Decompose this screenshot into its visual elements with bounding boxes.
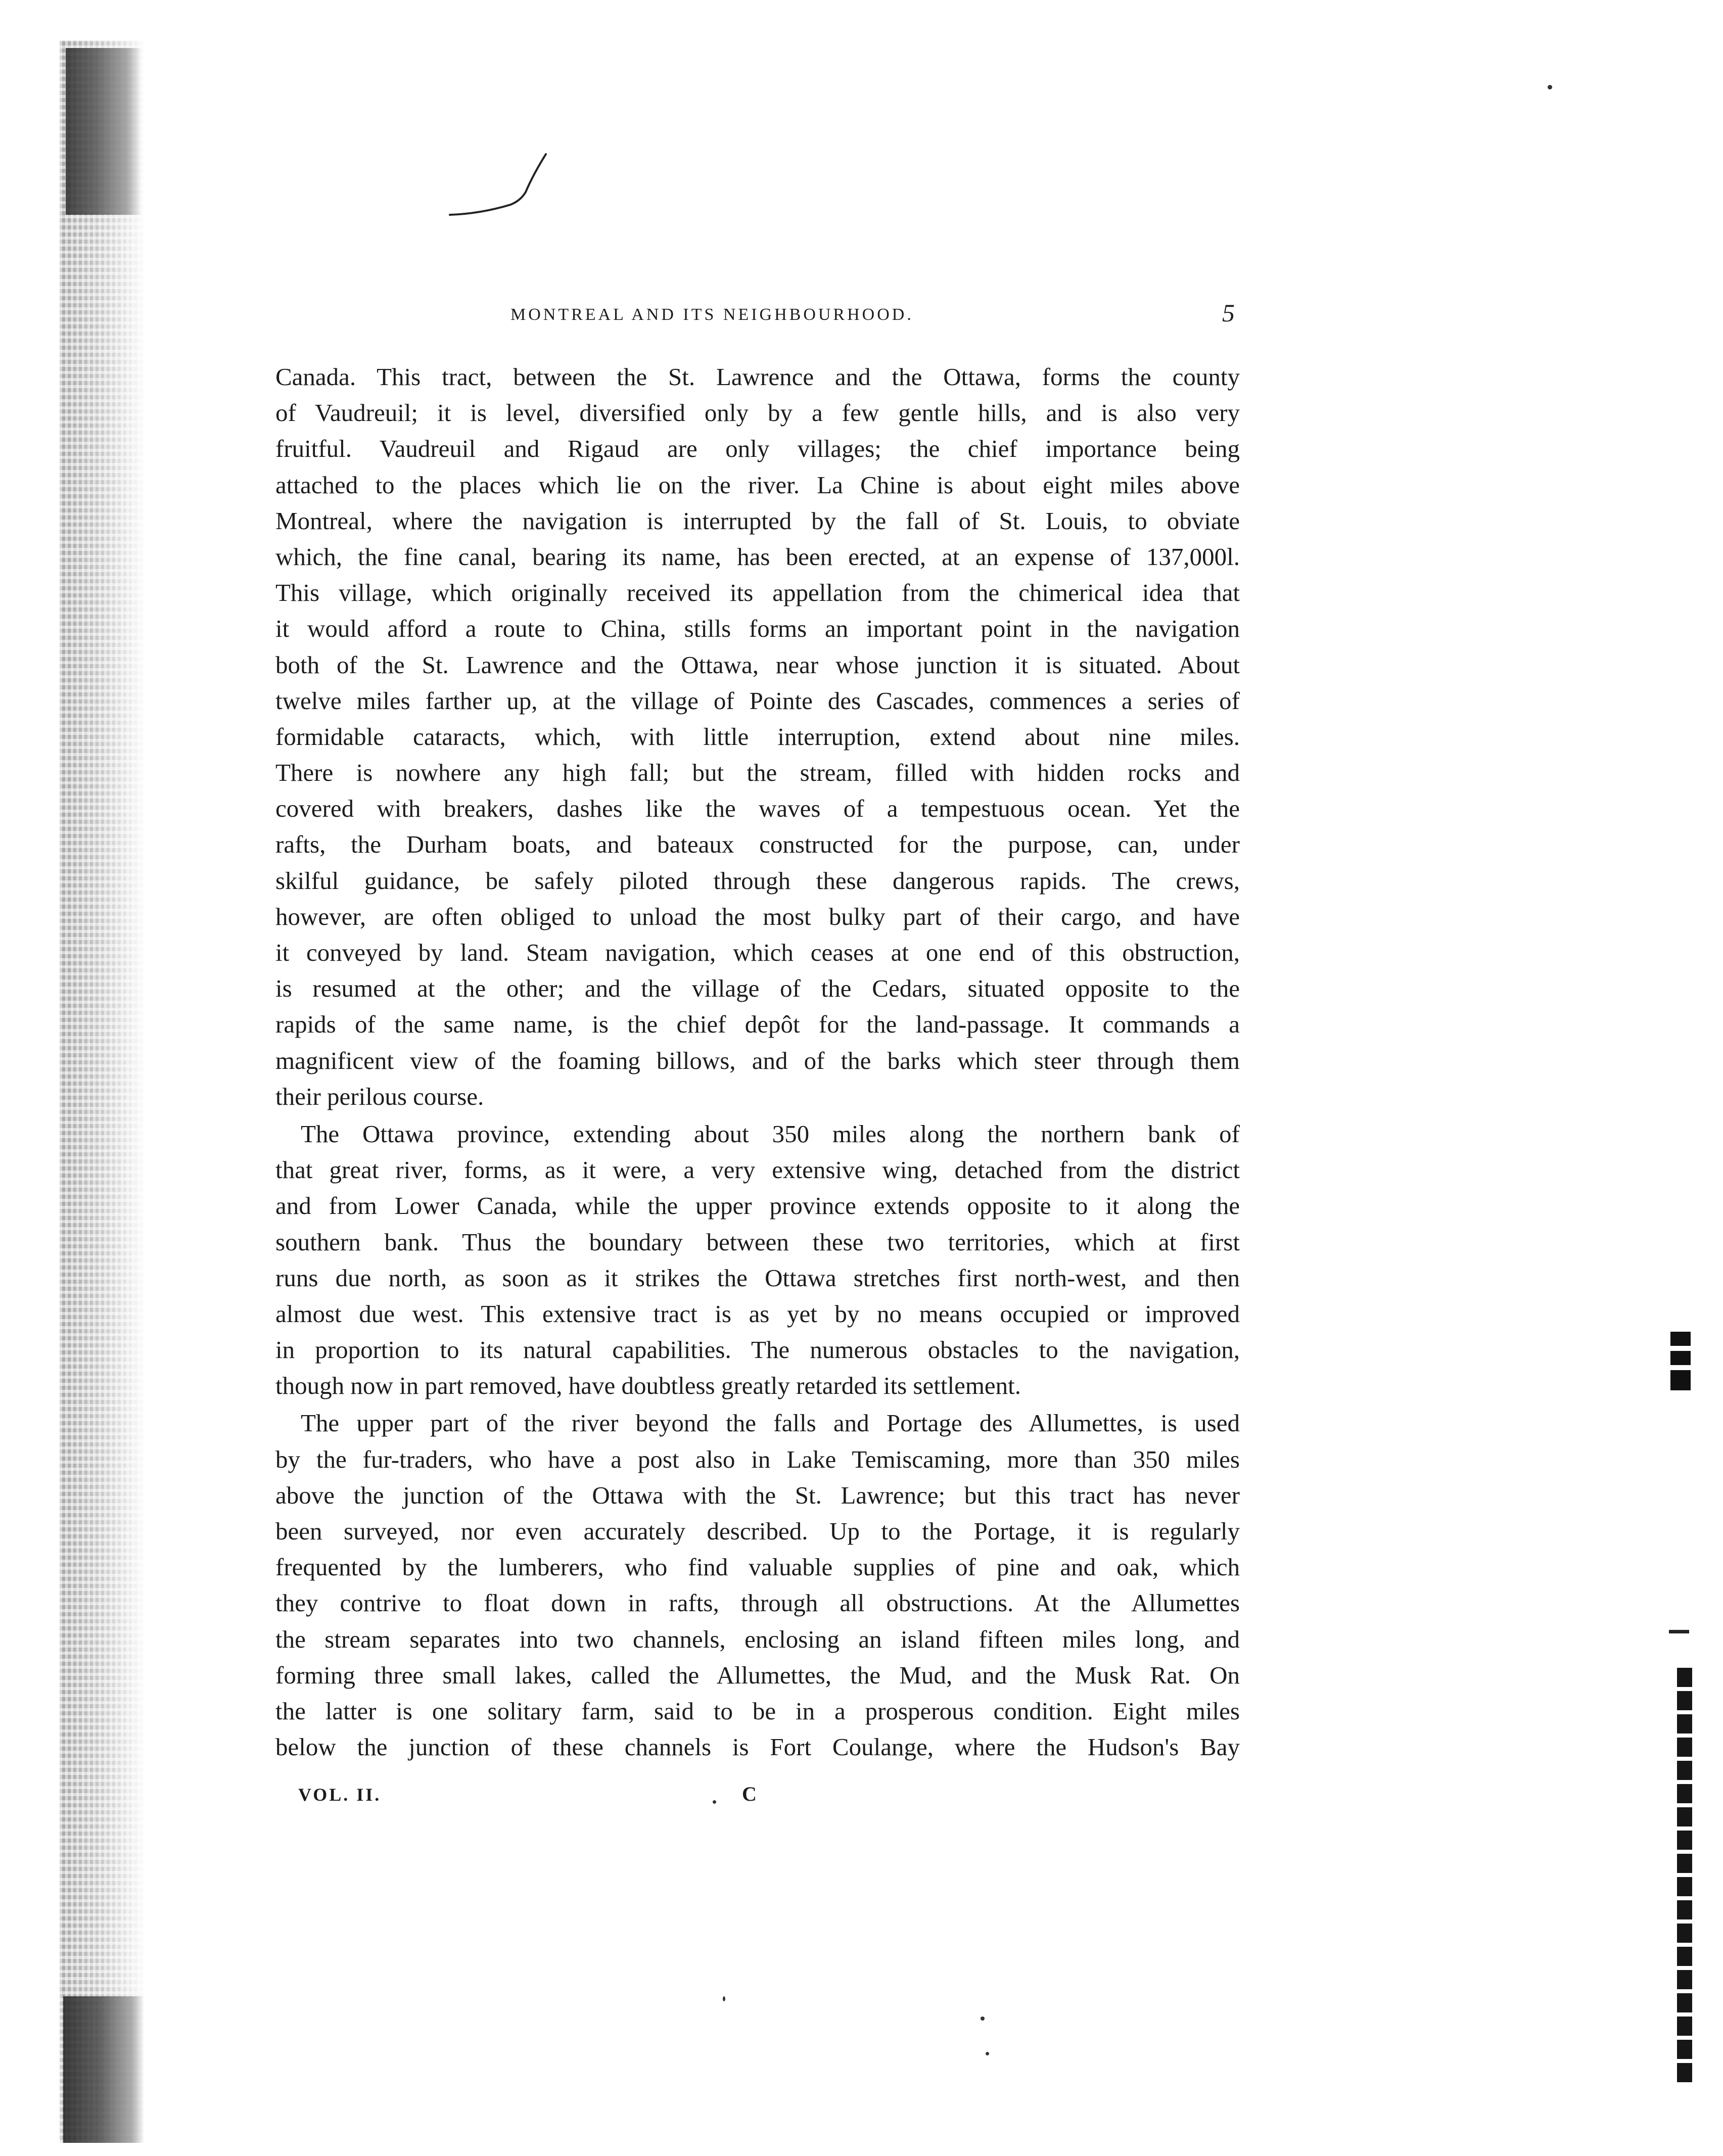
text-line: rafts, the Durham boats, and bateaux constructed for the purpose, can, under (275, 830, 1240, 859)
scan-speck (1548, 85, 1552, 89)
text-line: The upper part of the river beyond the falls and Portage des Allumettes, is used (301, 1409, 1240, 1437)
scanner-calibration-marks-upper (1670, 1332, 1691, 1402)
text-line: of Vaudreuil; it is level, diversified only by a few gentle hills, and is also very (275, 399, 1240, 427)
text-line: they contrive to float down in rafts, through all obstructions. At the Allumettes (275, 1589, 1240, 1617)
text-line: it would afford a route to China, stills forms an important point in the navigation (275, 615, 1240, 643)
text-line: almost due west. This extensive tract is as yet by no means occupied or improved (275, 1299, 1240, 1328)
text-line: magnificent view of the foaming billows, and of the barks which steer through them (275, 1046, 1240, 1074)
text-line: that great river, forms, as it were, a very extensive wing, detached from the district (275, 1156, 1240, 1184)
text-line: Canada. This tract, between the St. Lawrence and the Ottawa, forms the county (275, 363, 1240, 391)
running-header-title: MONTREAL AND ITS NEIGHBOURHOOD. (510, 305, 914, 324)
binding-edge-dark-top (66, 48, 142, 215)
text-line: is resumed at the other; and the village of the Cedars, situated opposite to the (275, 974, 1240, 1003)
scanner-calibration-dash (1669, 1630, 1689, 1633)
text-line: skilful guidance, be safely piloted through these dangerous rapids. The crews, (275, 866, 1240, 895)
text-line: rapids of the same name, is the chief depôt for the land-passage. It commands a (275, 1010, 1240, 1039)
text-line: twelve miles farther up, at the village of Pointe des Cascades, commences a series of (275, 686, 1240, 715)
text-line: and from Lower Canada, while the upper province extends opposite to it along the (275, 1192, 1240, 1220)
text-line: fruitful. Vaudreuil and Rigaud are only villages; the chief importance being (275, 435, 1240, 463)
scan-speck (986, 2052, 989, 2055)
text-line: been surveyed, nor even accurately described. Up to the Portage, it is regularly (275, 1517, 1240, 1545)
paragraph-2 (275, 1116, 1240, 1404)
text-line: southern bank. Thus the boundary between these two territories, which at first (275, 1228, 1240, 1256)
text-line: by the fur-traders, who have a post also in Lake Temiscaming, more than 350 miles (275, 1445, 1240, 1473)
text-line: forming three small lakes, called the Allumettes, the Mud, and the Musk Rat. On (275, 1661, 1240, 1689)
text-line: though now in part removed, have doubtless greatly retarded its settlement. (275, 1372, 1021, 1400)
text-line: it conveyed by land. Steam navigation, which ceases at one end of this obstruction, (275, 939, 1240, 966)
scan-speck (981, 2017, 985, 2021)
signature-mark: C (742, 1783, 757, 1805)
text-line: which, the fine canal, bearing its name, has been erected, at an expense of 137,000l. (275, 542, 1240, 571)
scanner-calibration-marks-lower (1677, 1668, 1692, 2082)
scan-speck (713, 1800, 716, 1804)
text-line: the latter is one solitary farm, said to be in a prosperous condition. Eight miles (275, 1697, 1240, 1725)
text-line: the stream separates into two channels, enclosing an island fifteen miles long, and (275, 1625, 1240, 1653)
text-line: Montreal, where the navigation is interrupted by the fall of St. Louis, to obviate (275, 506, 1240, 535)
paragraph-1 (275, 359, 1240, 1114)
text-line: formidable cataracts, which, with little interruption, extend about nine miles. (275, 722, 1240, 751)
binding-edge-shadow (60, 40, 146, 2143)
pencil-mark-icon (445, 144, 566, 225)
page-number: 5 (1222, 299, 1235, 327)
text-line: however, are often obliged to unload the most bulky part of their cargo, and have (275, 902, 1240, 930)
scan-speck (723, 1996, 725, 2001)
text-line: in proportion to its natural capabilities. The numerous obstacles to the navigation, (275, 1336, 1240, 1364)
text-line: frequented by the lumberers, who find valuable supplies of pine and oak, which (275, 1553, 1240, 1581)
text-line: both of the St. Lawrence and the Ottawa, near whose junction it is situated. About (275, 650, 1240, 679)
paragraph-3 (275, 1405, 1240, 1765)
text-line: This village, which originally received its appellation from the chimerical idea that (275, 579, 1240, 607)
volume-marker: VOL. II. (298, 1785, 382, 1805)
text-line: above the junction of the Ottawa with the St. Lawrence; but this tract has never (275, 1481, 1240, 1509)
text-line: The Ottawa province, extending about 350 miles along the northern bank of (301, 1119, 1240, 1148)
text-line: below the junction of these channels is Fort Coulange, where the Hudson's Bay (275, 1733, 1240, 1761)
text-line: runs due north, as soon as it strikes the Ottawa stretches first north-west, and then (275, 1263, 1240, 1292)
text-line: their perilous course. (275, 1082, 484, 1110)
body-text-column (275, 359, 1240, 1765)
binding-edge-dark-bottom (63, 1996, 144, 2143)
text-line: There is nowhere any high fall; but the stream, filled with hidden rocks and (275, 759, 1240, 787)
text-line: covered with breakers, dashes like the waves of a tempestuous ocean. Yet the (275, 794, 1240, 823)
text-line: attached to the places which lie on the river. La Chine is about eight miles above (275, 471, 1240, 499)
